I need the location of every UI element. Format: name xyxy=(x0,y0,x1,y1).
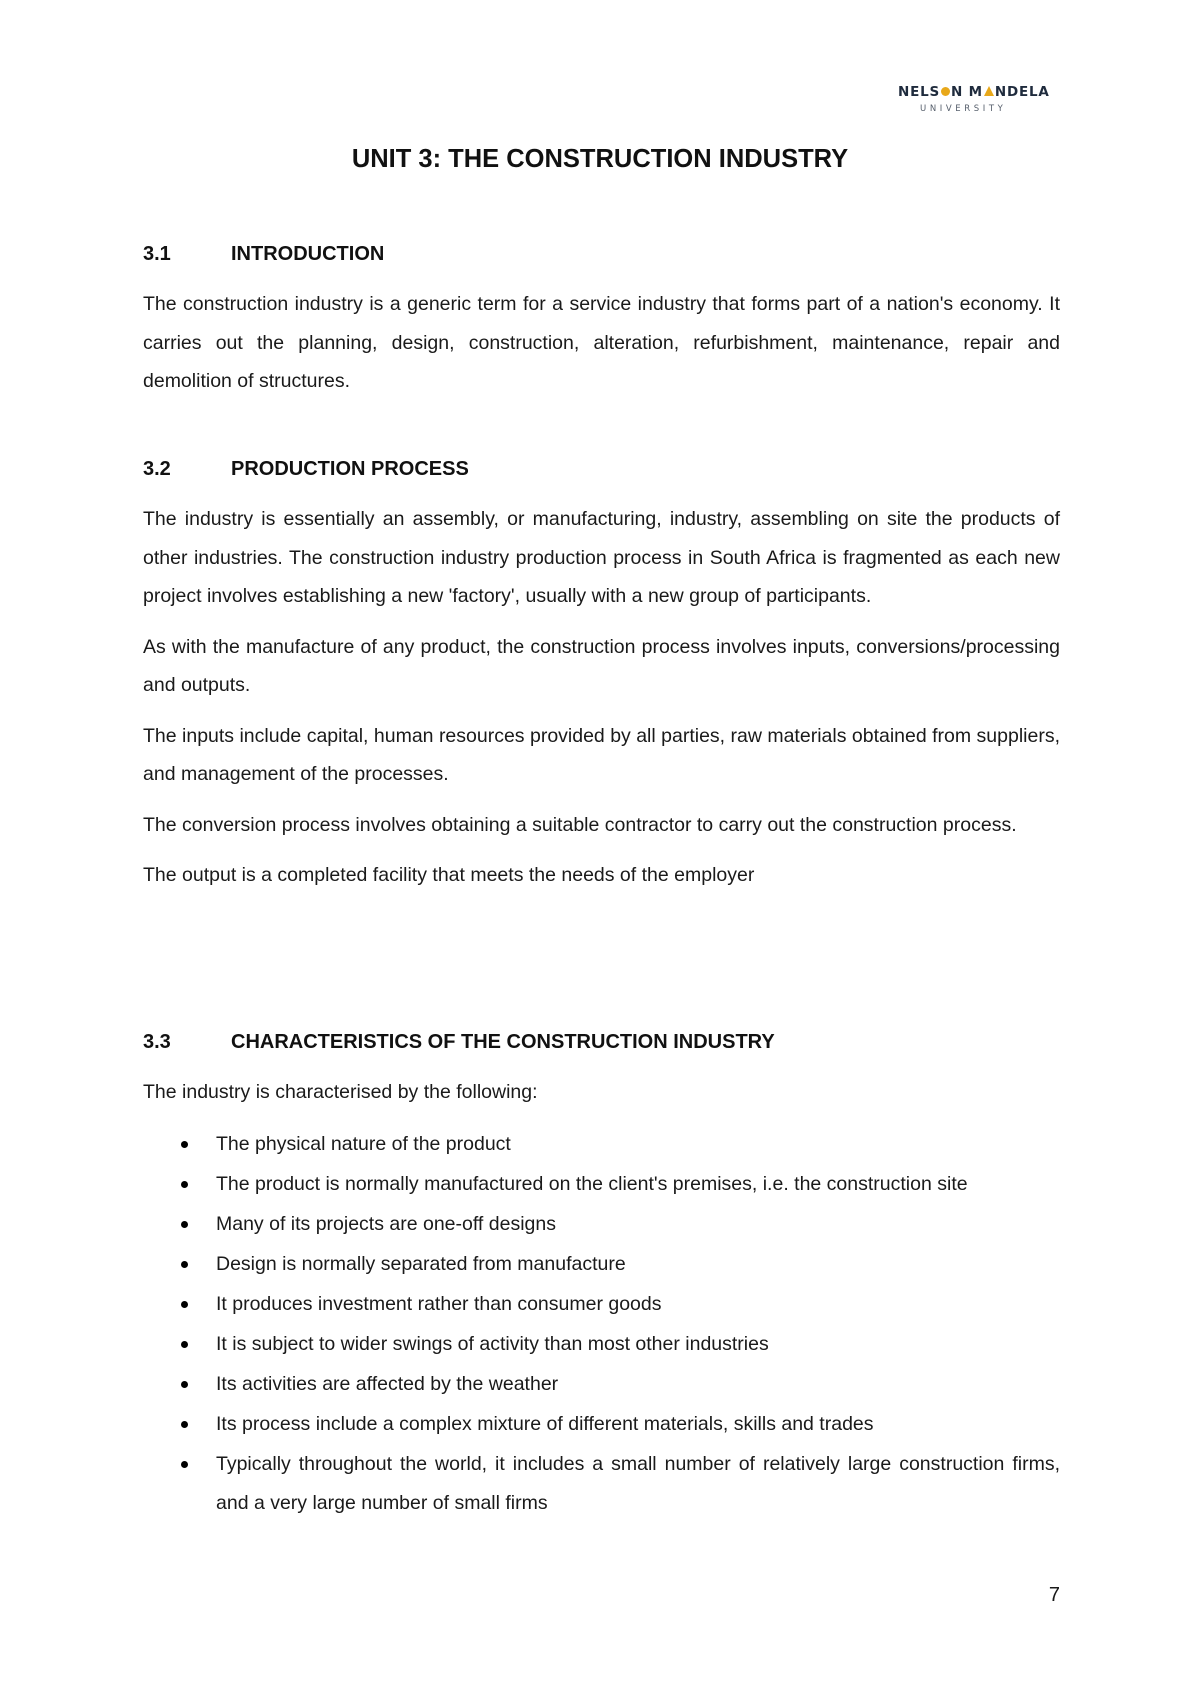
section-body-introduction xyxy=(143,285,1060,401)
list-item xyxy=(143,1365,1060,1404)
bullet-icon xyxy=(181,1461,188,1468)
logo-text-part: NDELA xyxy=(994,84,1050,100)
bullet-icon xyxy=(181,1381,188,1388)
page-number: 7 xyxy=(1048,1584,1060,1606)
bullet-icon xyxy=(181,1261,188,1268)
section-heading-production-process xyxy=(143,457,469,481)
paragraph: The output is a completed facility that meets the needs of the employer xyxy=(143,864,755,886)
university-logo xyxy=(898,84,1048,114)
paragraph: The industry is characterised by the following: xyxy=(143,1081,538,1103)
section-title: CHARACTERISTICS OF THE CONSTRUCTION INDUSTRY xyxy=(231,1031,775,1053)
logo-triangle-icon xyxy=(984,86,994,96)
section-number: 3.2 xyxy=(143,458,171,480)
list-item xyxy=(143,1205,1060,1244)
bullet-icon xyxy=(181,1141,188,1148)
list-item xyxy=(143,1165,1060,1204)
section-heading-introduction xyxy=(143,242,384,266)
section-intro-characteristics xyxy=(143,1073,1060,1112)
bullet-icon xyxy=(181,1421,188,1428)
paragraph: The conversion process involves obtaining a suitable contractor to carry out the construction process. xyxy=(143,813,1017,836)
list-item xyxy=(143,1325,1060,1364)
logo-wordmark xyxy=(898,84,1048,100)
section-title: PRODUCTION PROCESS xyxy=(231,458,469,480)
list-item xyxy=(143,1125,1060,1164)
list-item-text: The product is normally manufactured on the client's premises, i.e. the construction site xyxy=(216,1173,968,1195)
characteristics-list xyxy=(143,1125,1060,1524)
list-item-text: Its activities are affected by the weather xyxy=(216,1373,559,1395)
paragraph: The inputs include capital, human resources provided by all parties, raw materials obtained from suppliers, and management of the processes. xyxy=(143,724,1060,785)
section-body-production-process xyxy=(143,500,1060,895)
list-item xyxy=(143,1245,1060,1284)
bullet-icon xyxy=(181,1301,188,1308)
bullet-icon xyxy=(181,1341,188,1348)
list-item-text: Many of its projects are one-off designs xyxy=(216,1213,556,1235)
logo-subtext: UNIVERSITY xyxy=(920,104,1007,114)
page-title: UNIT 3: THE CONSTRUCTION INDUSTRY xyxy=(351,145,849,173)
paragraph: As with the manufacture of any product, the construction process involves inputs, conversions/processing and outputs. xyxy=(143,635,1060,696)
bullet-icon xyxy=(181,1181,188,1188)
list-item-text: It is subject to wider swings of activity than most other industries xyxy=(216,1333,769,1355)
list-item xyxy=(143,1445,1060,1522)
bullet-icon xyxy=(181,1221,188,1228)
section-number: 3.1 xyxy=(143,243,171,265)
list-item-text: Typically throughout the world, it includes a small number of relatively large construction firms, and a very large number of small firms xyxy=(216,1453,1060,1514)
list-item xyxy=(143,1285,1060,1324)
paragraph: The industry is essentially an assembly, or manufacturing, industry, assembling on site the products of other industries. The construction industry production process in South Africa is fragmented as each new project involves establishing a new 'factory', usually with a new group of participants. xyxy=(143,508,1060,607)
list-item-text: It produces investment rather than consumer goods xyxy=(216,1293,662,1315)
paragraph: The construction industry is a generic term for a service industry that forms part of a nation's economy. It carries out the planning, design, construction, alteration, refurbishment, maintenance, repair and demolition of structures. xyxy=(143,293,1060,392)
logo-text-part: N M xyxy=(951,84,983,100)
section-title: INTRODUCTION xyxy=(231,243,385,265)
list-item-text: Its process include a complex mixture of different materials, skills and trades xyxy=(216,1413,874,1435)
list-item xyxy=(143,1405,1060,1444)
logo-dot-icon xyxy=(941,87,950,96)
section-heading-characteristics xyxy=(143,1030,775,1054)
list-item-text: Design is normally separated from manufacture xyxy=(216,1253,626,1275)
logo-text-part: NELS xyxy=(898,84,941,100)
list-item-text: The physical nature of the product xyxy=(216,1133,511,1155)
section-number: 3.3 xyxy=(143,1031,171,1053)
